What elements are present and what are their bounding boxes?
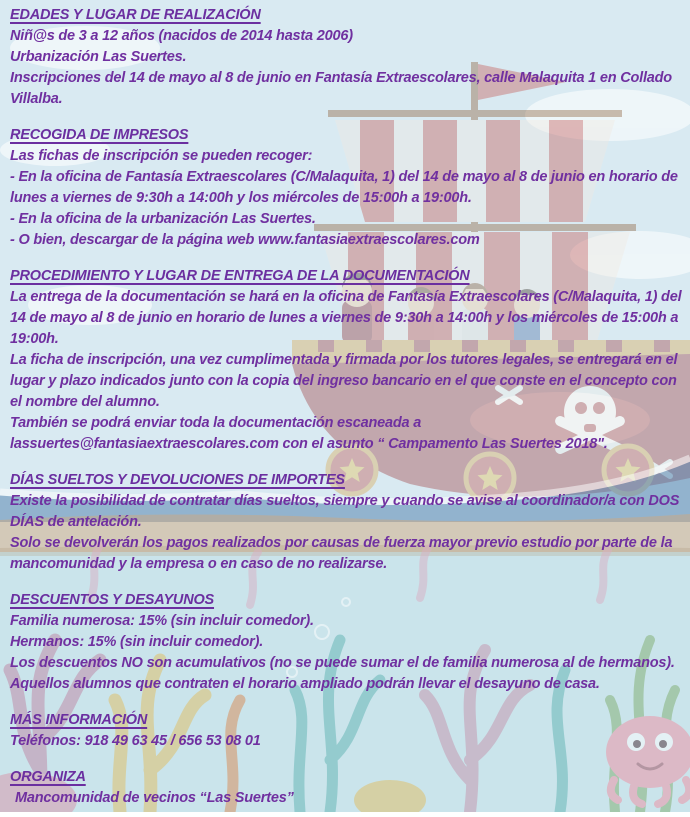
paragraph-envio-email: También se podrá enviar toda la documentación escaneada a lassuertes@fantasiaextraescolares.com con el asunto “ Campamento Las Suertes 2018". <box>10 415 608 452</box>
paragraph-descarga-web: - O bien, descargar de la página web www.fantasiaextraescolares.com <box>10 232 480 248</box>
paragraph-inscripciones: Inscripciones del 14 de mayo al 8 de junio en Fantasía Extraescolares, calle Malaquita 1 en Collado Villalba. <box>10 70 672 107</box>
section-mas-informacion <box>10 710 682 752</box>
section-heading-organiza: ORGANIZA <box>10 769 86 785</box>
section-recogida-impresos <box>10 125 682 251</box>
paragraph-oficina-urbanizacion: - En la oficina de la urbanización Las Suertes. <box>10 211 316 227</box>
section-edades-y-lugar <box>10 5 682 110</box>
paragraph-telefonos: Teléfonos: 918 49 63 45 / 656 53 08 01 <box>10 733 261 749</box>
section-heading-dias-sueltos: DÍAS SUELTOS Y DEVOLUCIONES DE IMPORTES <box>10 472 345 488</box>
paragraph-dias-sueltos: Existe la posibilidad de contratar días sueltos, siempre y cuando se avise al coordinador/a con DOS DÍAS de antelación. <box>10 493 680 530</box>
paragraph-oficina-fantasia: - En la oficina de Fantasía Extraescolares (C/Malaquita, 1) del 14 de mayo al 8 de junio en horario de lunes a viernes de 9:30h a 14:00h y los miércoles de 15:00h a 19:00h. <box>10 169 678 206</box>
section-descuentos-desayunos <box>10 590 682 695</box>
paragraph-hermanos: Hermanos: 15% (sin incluir comedor). <box>10 634 264 650</box>
paragraph-lugar: Urbanización Las Suertes. <box>10 49 187 65</box>
paragraph-desayuno-casa: Aquellos alumnos que contraten el horario ampliado podrán llevar el desayuno de casa. <box>10 676 600 692</box>
paragraph-edades-rango: Niñ@s de 3 a 12 años (nacidos de 2014 hasta 2006) <box>10 28 353 44</box>
section-heading-edades: EDADES Y LUGAR DE REALIZACIÓN <box>10 7 261 23</box>
paragraph-fichas-intro: Las fichas de inscripción se pueden recoger: <box>10 148 313 164</box>
paragraph-devoluciones: Solo se devolverán los pagos realizados por causas de fuerza mayor previo estudio por parte de la mancomunidad y la empresa o en caso de no realizarse. <box>10 535 673 572</box>
section-dias-sueltos <box>10 470 682 575</box>
paragraph-familia-numerosa: Familia numerosa: 15% (sin incluir comedor). <box>10 613 314 629</box>
paragraph-entrega-oficina: La entrega de la documentación se hará en la oficina de Fantasía Extraescolares (C/Malaquita, 1) del 14 de mayo al 8 de junio en horario de lunes a viernes de 9:30h a 14:00h y los miércoles de 15:00h a 19:00h. <box>10 289 682 347</box>
section-heading-mas-informacion: MÁS INFORMACIÓN <box>10 712 148 728</box>
paragraph-no-acumulativos: Los descuentos NO son acumulativos (no se puede sumar el de familia numerosa al de hermanos). <box>10 655 675 671</box>
paragraph-mancomunidad: Mancomunidad de vecinos “Las Suertes” <box>15 790 294 806</box>
section-procedimiento-entrega <box>10 266 682 455</box>
section-organiza <box>10 767 682 809</box>
section-heading-descuentos: DESCUENTOS Y DESAYUNOS <box>10 592 215 608</box>
section-heading-recogida: RECOGIDA DE IMPRESOS <box>10 127 189 143</box>
paragraph-ficha-firmada: La ficha de inscripción, una vez cumplimentada y firmada por los tutores legales, se entregará en el lugar y plazo indicados junto con la copia del ingreso bancario en el que conste en el concepto con el nombre del alumno. <box>10 352 678 410</box>
section-heading-procedimiento: PROCEDIMIENTO Y LUGAR DE ENTREGA DE LA DOCUMENTACIÓN <box>10 268 470 284</box>
